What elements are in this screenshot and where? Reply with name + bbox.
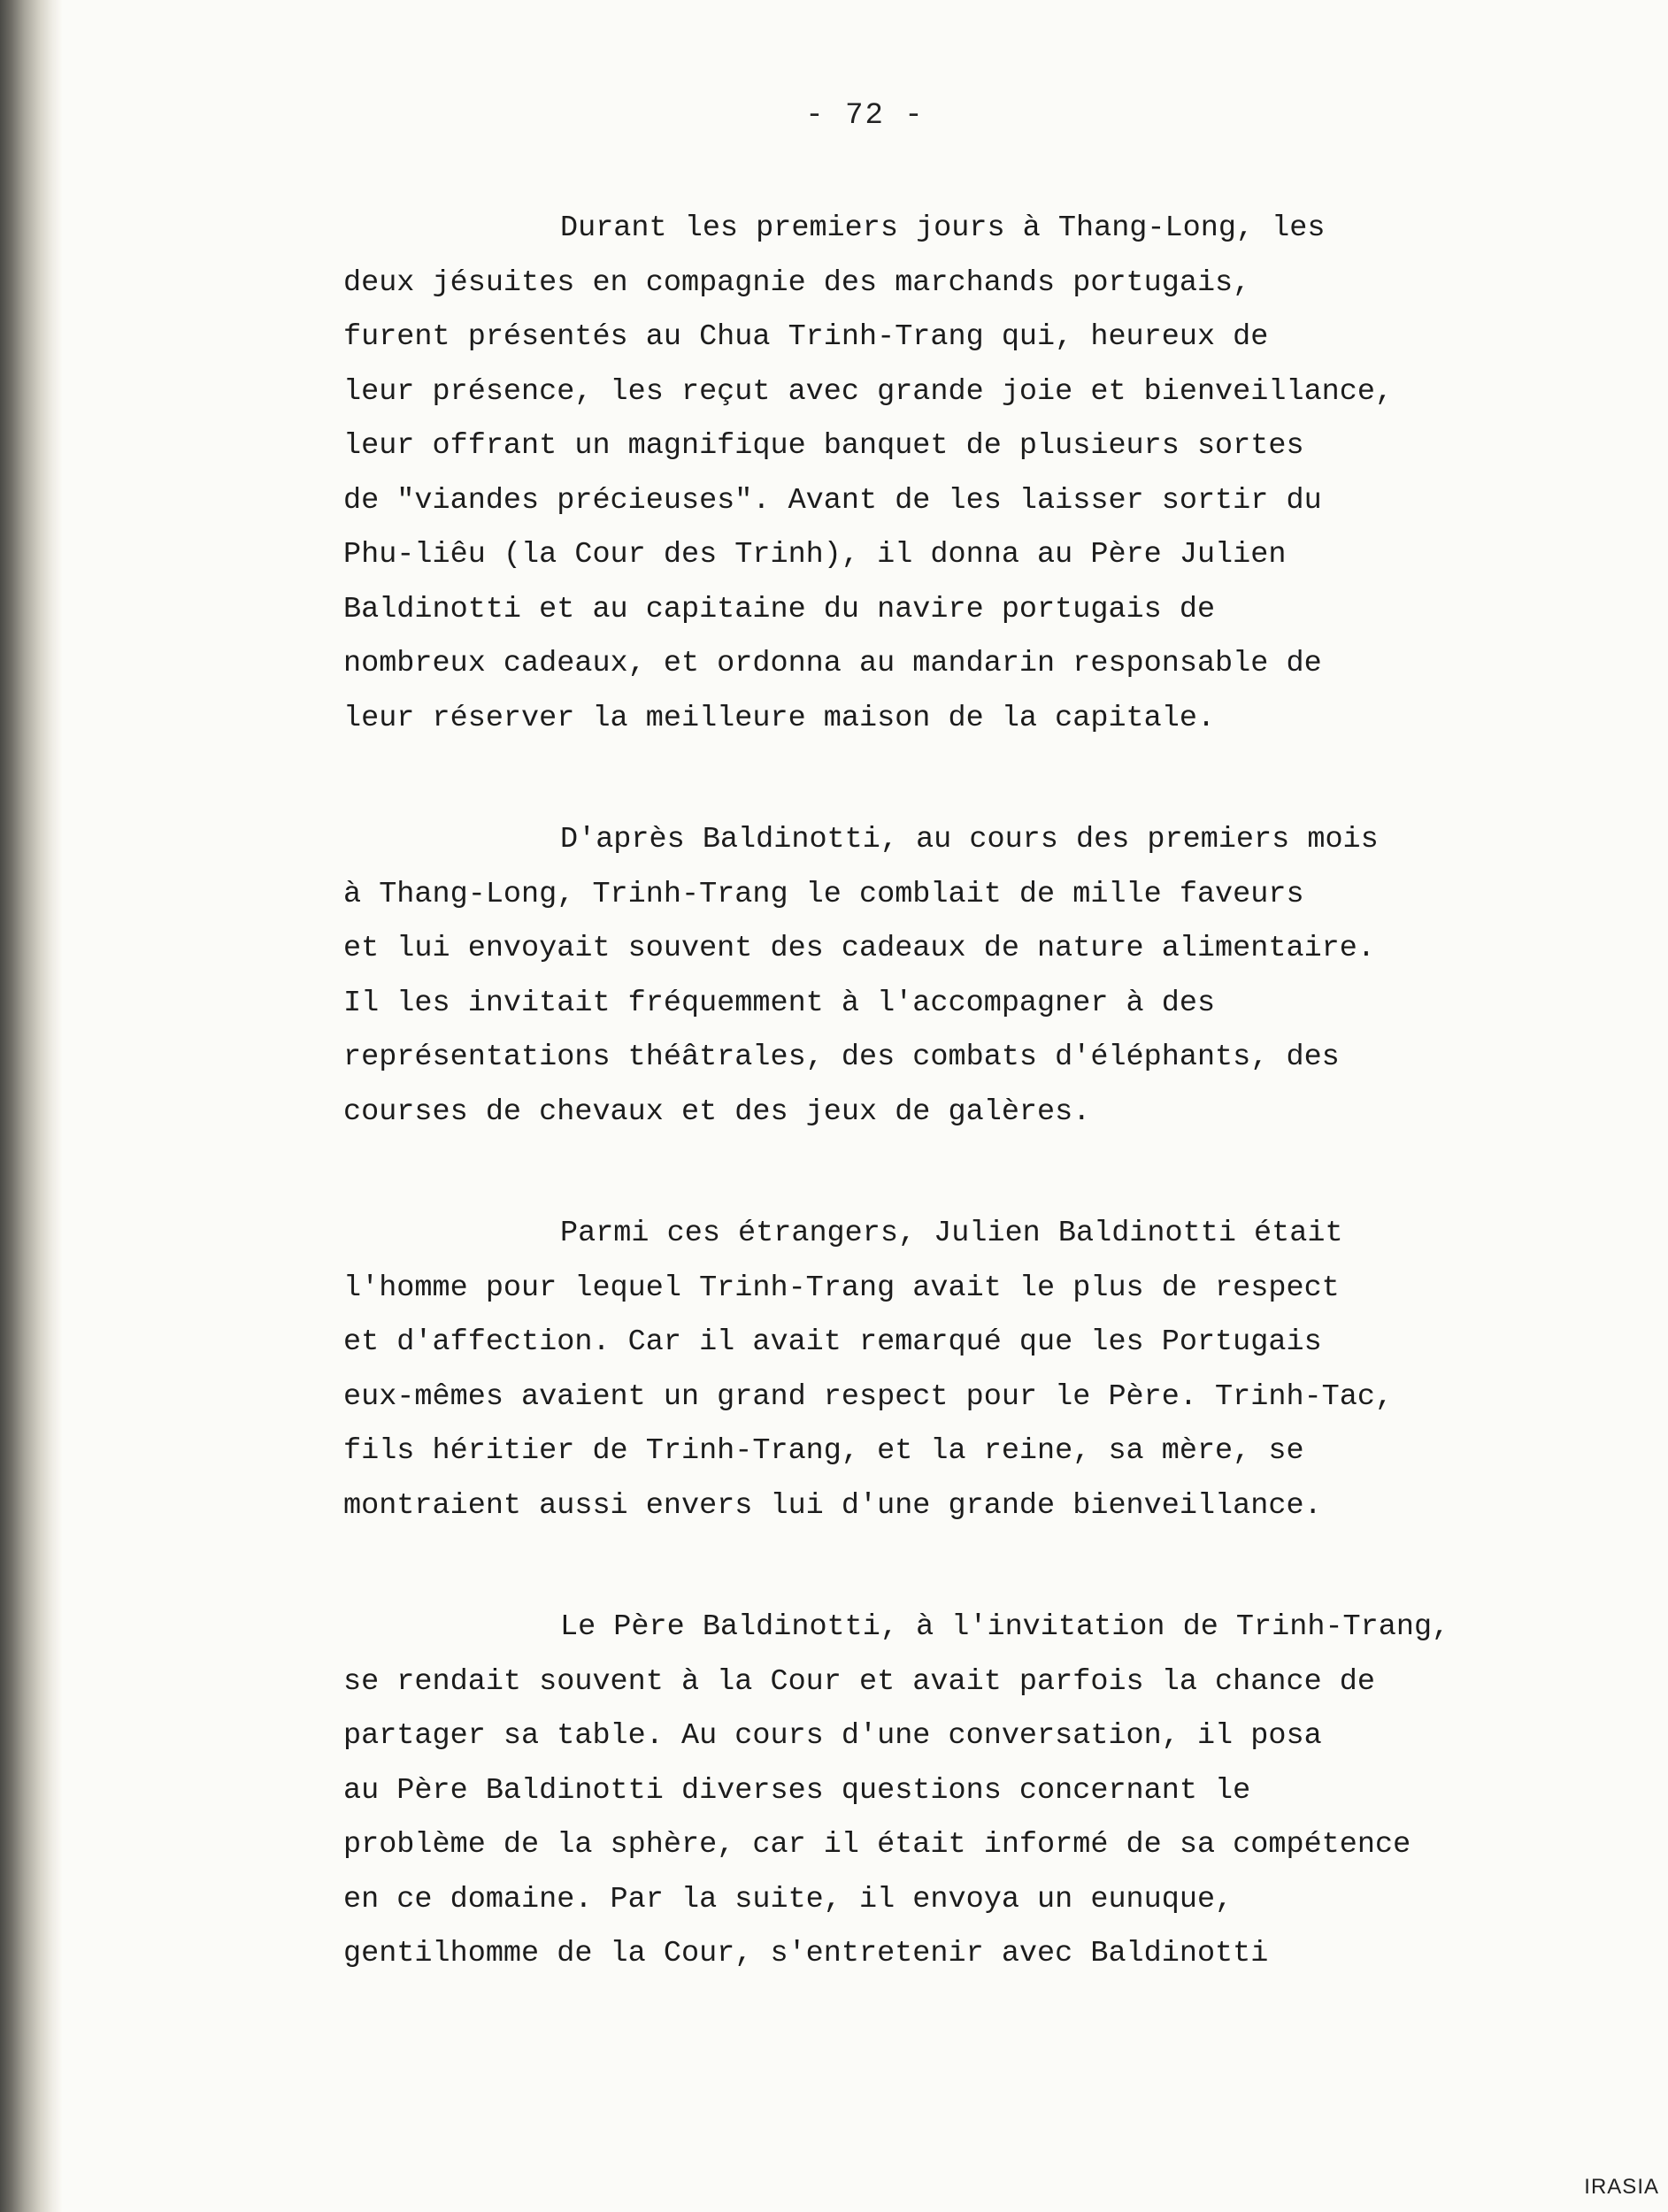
text-line: et d'affection. Car il avait remarqué que les Portugais <box>343 1325 1322 1359</box>
text-line: leur présence, les reçut avec grande joie et bienveillance, <box>343 374 1394 409</box>
text-line: Durant les premiers jours à Thang-Long, les <box>560 211 1326 245</box>
paragraph-4 <box>343 1601 1600 1982</box>
paragraph-1 <box>343 202 1600 746</box>
text-line: furent présentés au Chua Trinh-Trang qui, heureux de <box>343 320 1269 354</box>
text-line: l'homme pour lequel Trinh-Trang avait le plus de respect <box>343 1271 1340 1305</box>
text-line: et lui envoyait souvent des cadeaux de nature alimentaire. <box>343 932 1375 965</box>
page-number: - 72 - <box>805 99 925 133</box>
paragraph-3 <box>343 1207 1600 1533</box>
text-line: Le Père Baldinotti, à l'invitation de Trinh-Trang, <box>560 1610 1450 1644</box>
text-line: gentilhomme de la Cour, s'entretenir avec Baldinotti <box>343 1937 1269 1970</box>
paragraph-gap <box>343 1533 1600 1601</box>
text-line: partager sa table. Au cours d'une conversation, il posa <box>343 1719 1322 1753</box>
paragraph-2 <box>343 813 1600 1140</box>
text-line: au Père Baldinotti diverses questions concernant le <box>343 1773 1251 1808</box>
text-line: Baldinotti et au capitaine du navire portugais de <box>343 592 1216 626</box>
text-line: deux jésuites en compagnie des marchands portugais, <box>343 265 1251 300</box>
text-line: courses de chevaux et des jeux de galères. <box>343 1094 1091 1129</box>
text-line: eux-mêmes avaient un grand respect pour le Père. Trinh-Tac, <box>343 1379 1394 1414</box>
text-line: à Thang-Long, Trinh-Trang le comblait de mille faveurs <box>343 877 1304 911</box>
text-line: de "viandes précieuses". Avant de les laisser sortir du <box>343 483 1322 518</box>
text-line: en ce domaine. Par la suite, il envoya un eunuque, <box>343 1882 1234 1916</box>
paragraph-gap <box>343 746 1600 813</box>
watermark-label: IRASIA <box>1584 2175 1659 2199</box>
text-line: montraient aussi envers lui d'une grande bienveillance. <box>343 1488 1322 1523</box>
text-line: fils héritier de Trinh-Trang, et la reine, sa mère, se <box>343 1434 1304 1468</box>
text-line: D'après Baldinotti, au cours des premiers mois <box>560 823 1379 856</box>
text-line: leur offrant un magnifique banquet de plusieurs sortes <box>343 429 1304 463</box>
text-line: problème de la sphère, car il était informé de sa compétence <box>343 1828 1411 1862</box>
text-line: leur réserver la meilleure maison de la capitale. <box>343 701 1216 735</box>
book-binding-edge <box>0 0 62 2212</box>
text-line: Il les invitait fréquemment à l'accompagner à des <box>343 986 1216 1020</box>
text-line: Phu-liêu (la Cour des Trinh), il donna au Père Julien <box>343 538 1287 572</box>
text-line: nombreux cadeaux, et ordonna au mandarin responsable de <box>343 647 1322 680</box>
text-line: représentations théâtrales, des combats d'éléphants, des <box>343 1041 1340 1074</box>
text-line: Parmi ces étrangers, Julien Baldinotti était <box>560 1217 1343 1250</box>
text-line: se rendait souvent à la Cour et avait parfois la chance de <box>343 1664 1375 1699</box>
paragraph-gap <box>343 1140 1600 1207</box>
body-text <box>343 202 1600 1982</box>
